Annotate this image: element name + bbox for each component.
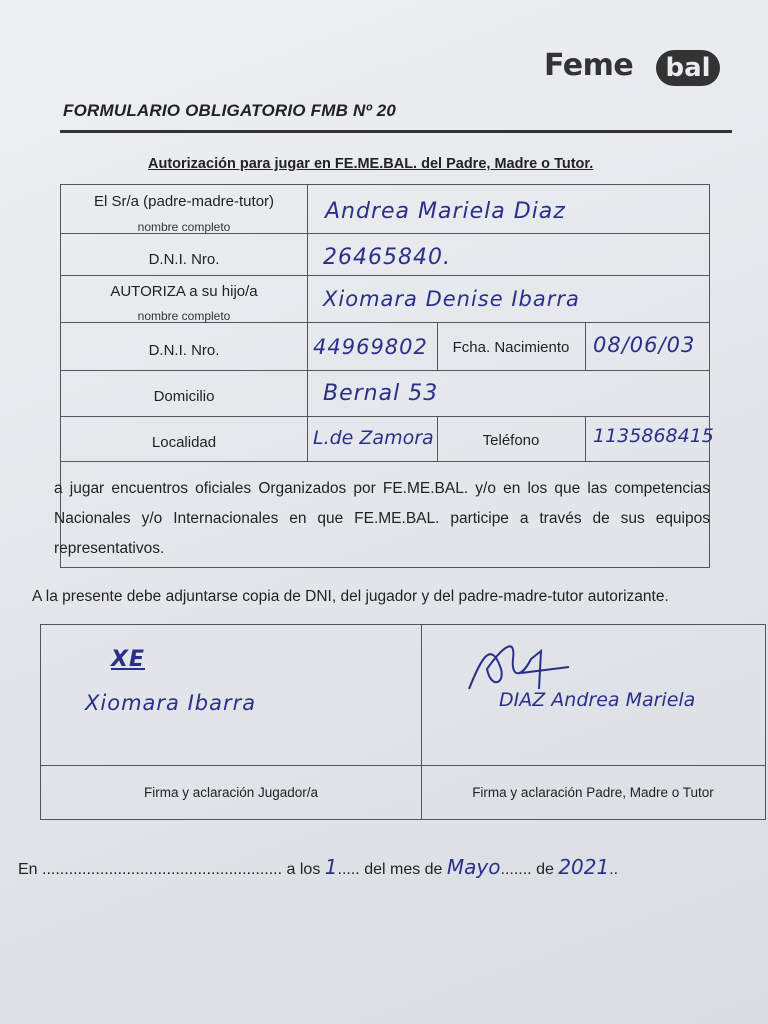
form-subtitle: Autorización para jugar en FE.ME.BAL. del Padre, Madre o Tutor. <box>148 156 594 172</box>
date-mes-label: del mes de <box>364 861 443 878</box>
date-place-dots: ...................................................... <box>37 861 287 878</box>
date-month-value[interactable]: Mayo <box>446 855 501 879</box>
authorization-paragraph: a jugar encuentros oficiales Organizados por FE.ME.BAL. y/o en los que las competencias Nacionales y/o Internacionales en que FE.ME.BAL. participe a través de sus equipos representativos. <box>54 480 710 557</box>
attachment-note: A la presente debe adjuntarse copia de DNI, del jugador y del padre-madre-tutor autorizante. <box>32 588 669 605</box>
autoriza-sublabel: nombre completo <box>137 309 231 323</box>
player-name-value[interactable]: Xiomara Denise Ibarra <box>323 287 580 311</box>
title-divider <box>60 130 732 133</box>
birthdate-value[interactable]: 08/06/03 <box>593 333 696 357</box>
domicilio-label: Domicilio <box>153 388 215 405</box>
date-en-label: En <box>18 861 38 878</box>
dni-tutor-label: D.N.I. Nro. <box>148 251 220 268</box>
domicilio-value[interactable]: Bernal 53 <box>323 381 439 406</box>
autoriza-label: AUTORIZA a su hijo/a <box>110 283 258 300</box>
player-signature-caption: Firma y aclaración Jugador/a <box>143 785 319 800</box>
date-day-dots: ..... <box>337 861 360 878</box>
logo-pill: bal <box>656 50 720 86</box>
date-day-value[interactable]: 1 <box>324 855 338 879</box>
dni-player-label: D.N.I. Nro. <box>148 342 220 359</box>
birthdate-label: Fcha. Nacimiento <box>452 339 570 356</box>
tutor-sublabel: nombre completo <box>137 220 231 234</box>
player-signature-name: Xiomara Ibarra <box>85 691 257 715</box>
form-title: FORMULARIO OBLIGATORIO FMB Nº 20 <box>63 101 397 120</box>
localidad-label: Localidad <box>151 434 217 451</box>
tutor-name-value[interactable]: Andrea Mariela Diaz <box>325 199 566 224</box>
femebal-logo <box>544 46 724 90</box>
dni-player-value[interactable]: 44969802 <box>313 335 428 359</box>
localidad-value[interactable]: L.de Zamora <box>313 427 434 449</box>
date-year-dots: .. <box>609 861 619 878</box>
logo-text: Feme <box>544 48 634 83</box>
player-signature-mark: XE <box>111 647 145 672</box>
date-year-value[interactable]: 2021 <box>558 855 610 879</box>
signature-table <box>40 624 766 820</box>
date-month-dots: ....... <box>500 861 532 878</box>
dni-tutor-value[interactable]: 26465840. <box>323 245 451 270</box>
tutor-signature-name: DIAZ Andrea Mariela <box>499 689 696 711</box>
tutor-label: El Sr/a (padre-madre-tutor) <box>93 193 275 210</box>
date-de-label: de <box>536 861 554 878</box>
telefono-value[interactable]: 1135868415 <box>593 425 714 447</box>
telefono-label: Teléfono <box>482 432 540 449</box>
tutor-signature-caption: Firma y aclaración Padre, Madre o Tutor <box>472 785 714 800</box>
date-line <box>18 855 758 879</box>
date-alos-label: a los <box>286 861 321 878</box>
